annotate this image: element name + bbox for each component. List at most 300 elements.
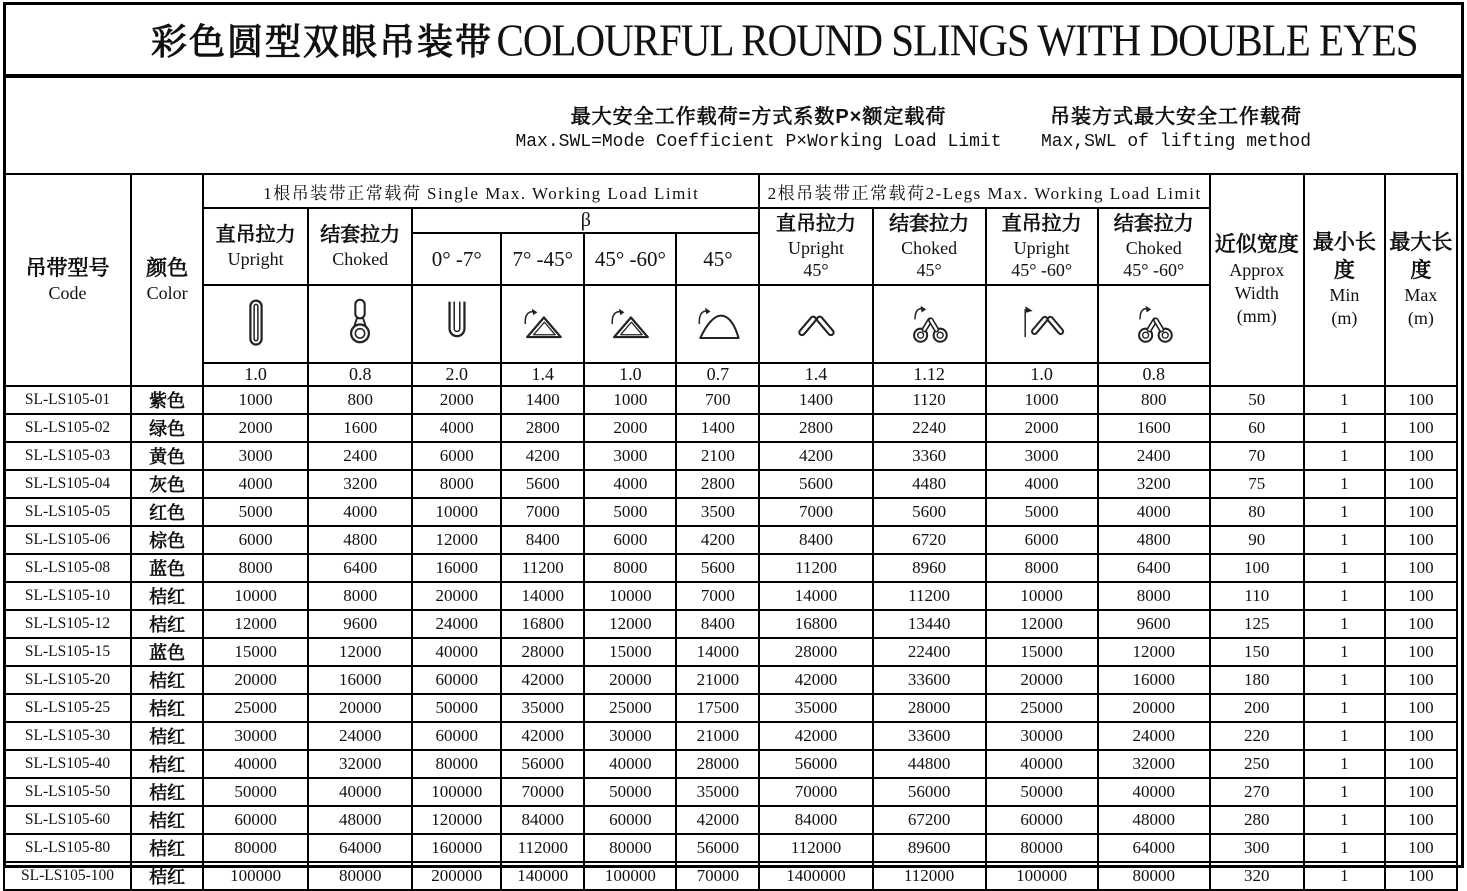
value-cell: 3200: [1098, 470, 1210, 498]
spec-sheet: [3, 2, 1464, 887]
value-cell: 35000: [759, 694, 872, 722]
value-cell: 40000: [584, 750, 676, 778]
value-cell: 25000: [986, 694, 1098, 722]
value-cell: 10000: [986, 582, 1098, 610]
value-cell: 1: [1304, 666, 1385, 694]
value-cell: 112000: [759, 834, 872, 862]
color-cell: 灰色: [131, 470, 203, 498]
color-cell: 桔红: [131, 778, 203, 806]
value-cell: 100: [1385, 610, 1457, 638]
section-header-two-legs: 2根吊装带正常载荷2-Legs Max. Working Load Limit: [759, 174, 1209, 208]
coefficient-cell: 1.12: [873, 363, 986, 386]
value-cell: 40000: [986, 750, 1098, 778]
value-cell: 8000: [1098, 582, 1210, 610]
legs-choked-45-60-en: Choked: [1125, 237, 1182, 258]
value-cell: 11200: [501, 554, 584, 582]
value-cell: 90: [1210, 526, 1304, 554]
value-cell: 100: [1210, 554, 1304, 582]
value-cell: 75: [1210, 470, 1304, 498]
value-cell: 180: [1210, 666, 1304, 694]
value-cell: 48000: [1098, 806, 1210, 834]
width-header-unit: (mm): [1236, 306, 1277, 327]
value-cell: 60000: [412, 666, 501, 694]
code-cell: SL-LS105-25: [4, 694, 131, 722]
value-cell: 50000: [412, 694, 501, 722]
column-header-min-length: [1304, 174, 1385, 386]
value-cell: 6000: [203, 526, 308, 554]
value-cell: 42000: [501, 722, 584, 750]
value-cell: 100000: [986, 862, 1098, 890]
two-leg-upright-45-icon: [788, 295, 844, 353]
two-leg-upright-45-icon-cell: [759, 285, 872, 363]
column-header-code: [4, 174, 131, 386]
legs-upright-45-angle: 45°: [803, 260, 829, 280]
single-choked-en: Choked: [332, 248, 389, 269]
value-cell: 24000: [412, 610, 501, 638]
two-leg-choked-45-60-icon-cell: [1098, 285, 1210, 363]
value-cell: 8000: [203, 554, 308, 582]
formula-band: [6, 78, 1461, 173]
column-header-single-choked: [308, 208, 412, 285]
code-cell: SL-LS105-40: [4, 750, 131, 778]
swl-formula-english: Max.SWL=Mode Coefficient P×Working Load Limit: [515, 131, 1002, 152]
value-cell: 100: [1385, 498, 1457, 526]
value-cell: 80000: [412, 750, 501, 778]
value-cell: 56000: [501, 750, 584, 778]
value-cell: 100000: [584, 862, 676, 890]
value-cell: 2800: [676, 470, 759, 498]
value-cell: 1: [1304, 386, 1385, 414]
table-row: [4, 666, 1457, 694]
color-cell: 桔红: [131, 834, 203, 862]
two-leg-choked-45-60-icon: [1126, 295, 1182, 353]
max-header-zh: 最大长度: [1389, 231, 1453, 282]
value-cell: 60000: [584, 806, 676, 834]
legs-choked-45-zh: 结套拉力: [889, 212, 970, 235]
value-cell: 42000: [501, 666, 584, 694]
table-row: [4, 834, 1457, 862]
basket-7-45-icon-cell: [501, 285, 584, 363]
value-cell: 150: [1210, 638, 1304, 666]
value-cell: 8960: [873, 554, 986, 582]
value-cell: 8400: [501, 526, 584, 554]
value-cell: 100000: [203, 862, 308, 890]
value-cell: 40000: [412, 638, 501, 666]
value-cell: 12000: [203, 610, 308, 638]
value-cell: 40000: [1098, 778, 1210, 806]
value-cell: 11200: [759, 554, 872, 582]
value-cell: 6720: [873, 526, 986, 554]
value-cell: 6000: [584, 526, 676, 554]
value-cell: 3000: [203, 442, 308, 470]
value-cell: 80000: [308, 862, 412, 890]
table-row: [4, 862, 1457, 890]
value-cell: 28000: [759, 638, 872, 666]
table-row: [4, 442, 1457, 470]
coefficient-cell: 2.0: [412, 363, 501, 386]
legs-choked-45-angle: 45°: [916, 260, 942, 280]
column-header-approx-width: [1210, 174, 1304, 386]
value-cell: 15000: [203, 638, 308, 666]
color-cell: 棕色: [131, 526, 203, 554]
color-cell: 蓝色: [131, 554, 203, 582]
single-upright-zh: 直吊拉力: [215, 223, 296, 246]
two-leg-upright-45-60-icon-cell: [986, 285, 1098, 363]
value-cell: 1: [1304, 834, 1385, 862]
value-cell: 5600: [759, 470, 872, 498]
value-cell: 6000: [412, 442, 501, 470]
choked-sling-icon-cell: [308, 285, 412, 363]
value-cell: 70000: [501, 778, 584, 806]
table-row: [4, 470, 1457, 498]
value-cell: 3000: [986, 442, 1098, 470]
value-cell: 4000: [412, 414, 501, 442]
value-cell: 35000: [676, 778, 759, 806]
value-cell: 4200: [501, 442, 584, 470]
color-cell: 桔红: [131, 694, 203, 722]
value-cell: 8400: [759, 526, 872, 554]
min-header-en: Min: [1329, 284, 1360, 305]
code-cell: SL-LS105-100: [4, 862, 131, 890]
value-cell: 2400: [308, 442, 412, 470]
color-cell: 桔红: [131, 722, 203, 750]
value-cell: 1400: [501, 386, 584, 414]
legs-upright-45-60-angle: 45° -60°: [1011, 260, 1073, 280]
code-cell: SL-LS105-20: [4, 666, 131, 694]
two-leg-choked-45-icon: [901, 295, 957, 353]
value-cell: 5000: [986, 498, 1098, 526]
value-cell: 35000: [501, 694, 584, 722]
value-cell: 21000: [676, 722, 759, 750]
value-cell: 16000: [412, 554, 501, 582]
value-cell: 8000: [986, 554, 1098, 582]
color-cell: 桔红: [131, 610, 203, 638]
value-cell: 1400: [759, 386, 872, 414]
value-cell: 160000: [412, 834, 501, 862]
value-cell: 48000: [308, 806, 412, 834]
value-cell: 100: [1385, 834, 1457, 862]
value-cell: 2240: [873, 414, 986, 442]
width-header-zh: 近似宽度: [1214, 233, 1299, 257]
coefficient-cell: 1.0: [584, 363, 676, 386]
value-cell: 4800: [308, 526, 412, 554]
title-band: [6, 5, 1461, 78]
value-cell: 84000: [759, 806, 872, 834]
value-cell: 100: [1385, 386, 1457, 414]
value-cell: 110: [1210, 582, 1304, 610]
value-cell: 6000: [986, 526, 1098, 554]
value-cell: 56000: [759, 750, 872, 778]
value-cell: 5000: [584, 498, 676, 526]
value-cell: 13440: [873, 610, 986, 638]
value-cell: 3500: [676, 498, 759, 526]
lifting-method-note-chinese: 吊装方式最大安全工作载荷: [1050, 105, 1302, 128]
value-cell: 20000: [1098, 694, 1210, 722]
max-header-en: Max: [1404, 284, 1438, 305]
value-cell: 112000: [501, 834, 584, 862]
value-cell: 120000: [412, 806, 501, 834]
value-cell: 28000: [676, 750, 759, 778]
value-cell: 100: [1385, 414, 1457, 442]
value-cell: 1: [1304, 554, 1385, 582]
value-cell: 2000: [986, 414, 1098, 442]
coefficient-cell: 1.4: [501, 363, 584, 386]
color-cell: 红色: [131, 498, 203, 526]
value-cell: 270: [1210, 778, 1304, 806]
page-title-chinese: 彩色圆型双眼吊装带: [151, 21, 494, 62]
value-cell: 125: [1210, 610, 1304, 638]
value-cell: 10000: [412, 498, 501, 526]
color-cell: 桔红: [131, 666, 203, 694]
value-cell: 100: [1385, 526, 1457, 554]
value-cell: 12000: [412, 526, 501, 554]
code-header-zh: 吊带型号: [25, 256, 110, 280]
value-cell: 7000: [759, 498, 872, 526]
value-cell: 6400: [308, 554, 412, 582]
value-cell: 1: [1304, 778, 1385, 806]
code-cell: SL-LS105-50: [4, 778, 131, 806]
table-row: [4, 498, 1457, 526]
value-cell: 80000: [1098, 862, 1210, 890]
angle-header-45-60: 45° -60°: [584, 233, 676, 285]
value-cell: 1000: [203, 386, 308, 414]
value-cell: 5600: [501, 470, 584, 498]
value-cell: 30000: [584, 722, 676, 750]
value-cell: 28000: [501, 638, 584, 666]
basket-7-45-icon: [515, 295, 571, 353]
value-cell: 1: [1304, 498, 1385, 526]
coefficient-cell: 0.8: [308, 363, 412, 386]
value-cell: 84000: [501, 806, 584, 834]
code-cell: SL-LS105-80: [4, 834, 131, 862]
value-cell: 2400: [1098, 442, 1210, 470]
value-cell: 7000: [501, 498, 584, 526]
value-cell: 56000: [873, 778, 986, 806]
min-header-unit: (m): [1331, 308, 1358, 329]
value-cell: 8000: [584, 554, 676, 582]
value-cell: 32000: [1098, 750, 1210, 778]
value-cell: 100: [1385, 778, 1457, 806]
value-cell: 5600: [873, 498, 986, 526]
value-cell: 1: [1304, 694, 1385, 722]
value-cell: 9600: [1098, 610, 1210, 638]
color-cell: 桔红: [131, 750, 203, 778]
value-cell: 40000: [203, 750, 308, 778]
value-cell: 64000: [308, 834, 412, 862]
coefficient-cell: 1.4: [759, 363, 872, 386]
column-header-single-upright: [203, 208, 308, 285]
value-cell: 25000: [584, 694, 676, 722]
table-row: [4, 694, 1457, 722]
value-cell: 250: [1210, 750, 1304, 778]
value-cell: 40000: [308, 778, 412, 806]
table-row: [4, 526, 1457, 554]
value-cell: 9600: [308, 610, 412, 638]
angle-header-45: 45°: [676, 233, 759, 285]
value-cell: 2800: [501, 414, 584, 442]
value-cell: 300: [1210, 834, 1304, 862]
value-cell: 8400: [676, 610, 759, 638]
code-cell: SL-LS105-03: [4, 442, 131, 470]
value-cell: 2000: [203, 414, 308, 442]
column-header-legs-upright-45: [759, 208, 872, 285]
table-row: [4, 610, 1457, 638]
swl-formula-chinese: 最大安全工作载荷=方式系数P×额定载荷: [570, 105, 947, 128]
single-choked-zh: 结套拉力: [320, 223, 401, 246]
value-cell: 21000: [676, 666, 759, 694]
value-cell: 12000: [986, 610, 1098, 638]
coefficient-cell: 0.7: [676, 363, 759, 386]
value-cell: 1: [1304, 638, 1385, 666]
value-cell: 100: [1385, 750, 1457, 778]
value-cell: 1: [1304, 806, 1385, 834]
code-cell: SL-LS105-02: [4, 414, 131, 442]
value-cell: 89600: [873, 834, 986, 862]
value-cell: 4200: [759, 442, 872, 470]
value-cell: 42000: [759, 666, 872, 694]
value-cell: 4000: [308, 498, 412, 526]
coefficient-cell: 0.8: [1098, 363, 1210, 386]
value-cell: 800: [1098, 386, 1210, 414]
upright-sling-icon: [228, 295, 284, 353]
value-cell: 100: [1385, 806, 1457, 834]
two-leg-choked-45-icon-cell: [873, 285, 986, 363]
section-header-single-leg: 1根吊装带正常载荷 Single Max. Working Load Limit: [203, 174, 759, 208]
legs-upright-45-zh: 直吊拉力: [776, 212, 857, 235]
basket-45-60-icon: [602, 295, 658, 353]
value-cell: 60000: [986, 806, 1098, 834]
value-cell: 4200: [676, 526, 759, 554]
value-cell: 12000: [308, 638, 412, 666]
table-row: [4, 778, 1457, 806]
value-cell: 1120: [873, 386, 986, 414]
value-cell: 2000: [412, 386, 501, 414]
value-cell: 1: [1304, 862, 1385, 890]
table-row: [4, 750, 1457, 778]
value-cell: 30000: [203, 722, 308, 750]
angle-header-7-45: 7° -45°: [501, 233, 584, 285]
value-cell: 42000: [759, 722, 872, 750]
value-cell: 33600: [873, 666, 986, 694]
code-cell: SL-LS105-01: [4, 386, 131, 414]
value-cell: 10000: [584, 582, 676, 610]
value-cell: 25000: [203, 694, 308, 722]
color-cell: 桔红: [131, 806, 203, 834]
min-header-zh: 最小长度: [1312, 231, 1376, 282]
value-cell: 1600: [1098, 414, 1210, 442]
value-cell: 1: [1304, 582, 1385, 610]
legs-upright-45-en: Upright: [788, 237, 845, 258]
value-cell: 1600: [308, 414, 412, 442]
value-cell: 100: [1385, 554, 1457, 582]
value-cell: 16800: [501, 610, 584, 638]
value-cell: 80000: [584, 834, 676, 862]
lifting-method-note: [1026, 100, 1326, 152]
basket-0-7-icon: [429, 295, 485, 353]
value-cell: 280: [1210, 806, 1304, 834]
code-cell: SL-LS105-08: [4, 554, 131, 582]
max-header-unit: (m): [1407, 308, 1434, 329]
value-cell: 1400000: [759, 862, 872, 890]
value-cell: 44800: [873, 750, 986, 778]
basket-45-60-icon-cell: [584, 285, 676, 363]
value-cell: 8000: [308, 582, 412, 610]
value-cell: 700: [676, 386, 759, 414]
value-cell: 1: [1304, 414, 1385, 442]
column-header-color: [131, 174, 203, 386]
value-cell: 15000: [584, 638, 676, 666]
value-cell: 3000: [584, 442, 676, 470]
table-row: [4, 554, 1457, 582]
legs-upright-45-60-zh: 直吊拉力: [1001, 212, 1082, 235]
code-cell: SL-LS105-04: [4, 470, 131, 498]
value-cell: 100: [1385, 694, 1457, 722]
color-cell: 绿色: [131, 414, 203, 442]
value-cell: 200: [1210, 694, 1304, 722]
legs-choked-45-60-angle: 45° -60°: [1123, 260, 1185, 280]
column-header-legs-choked-45: [873, 208, 986, 285]
value-cell: 12000: [1098, 638, 1210, 666]
code-cell: SL-LS105-05: [4, 498, 131, 526]
value-cell: 20000: [203, 666, 308, 694]
table-row: [4, 638, 1457, 666]
value-cell: 2000: [584, 414, 676, 442]
value-cell: 17500: [676, 694, 759, 722]
code-cell: SL-LS105-15: [4, 638, 131, 666]
value-cell: 70000: [676, 862, 759, 890]
choked-sling-icon: [332, 295, 388, 353]
value-cell: 50000: [986, 778, 1098, 806]
value-cell: 24000: [308, 722, 412, 750]
value-cell: 8000: [412, 470, 501, 498]
value-cell: 100: [1385, 442, 1457, 470]
value-cell: 1000: [986, 386, 1098, 414]
value-cell: 80000: [203, 834, 308, 862]
value-cell: 20000: [584, 666, 676, 694]
table-row: [4, 722, 1457, 750]
value-cell: 1: [1304, 442, 1385, 470]
value-cell: 4480: [873, 470, 986, 498]
angle-header-0-7: 0° -7°: [412, 233, 501, 285]
value-cell: 1: [1304, 526, 1385, 554]
column-header-legs-upright-45-60: [986, 208, 1098, 285]
value-cell: 100000: [412, 778, 501, 806]
lifting-method-note-english: Max,SWL of lifting method: [1040, 131, 1312, 152]
value-cell: 80: [1210, 498, 1304, 526]
value-cell: 1: [1304, 722, 1385, 750]
beta-angle-header: β: [412, 208, 759, 233]
value-cell: 60000: [203, 806, 308, 834]
value-cell: 42000: [676, 806, 759, 834]
basket-45-icon: [690, 295, 746, 353]
value-cell: 80000: [986, 834, 1098, 862]
value-cell: 22400: [873, 638, 986, 666]
legs-choked-45-en: Choked: [901, 237, 958, 258]
value-cell: 50000: [584, 778, 676, 806]
value-cell: 1: [1304, 470, 1385, 498]
value-cell: 32000: [308, 750, 412, 778]
basket-45-icon-cell: [676, 285, 759, 363]
value-cell: 4000: [584, 470, 676, 498]
value-cell: 6400: [1098, 554, 1210, 582]
value-cell: 33600: [873, 722, 986, 750]
color-cell: 桔红: [131, 862, 203, 890]
value-cell: 30000: [986, 722, 1098, 750]
column-header-max-length: [1385, 174, 1457, 386]
value-cell: 100: [1385, 582, 1457, 610]
code-cell: SL-LS105-06: [4, 526, 131, 554]
color-header-en: Color: [146, 282, 188, 303]
